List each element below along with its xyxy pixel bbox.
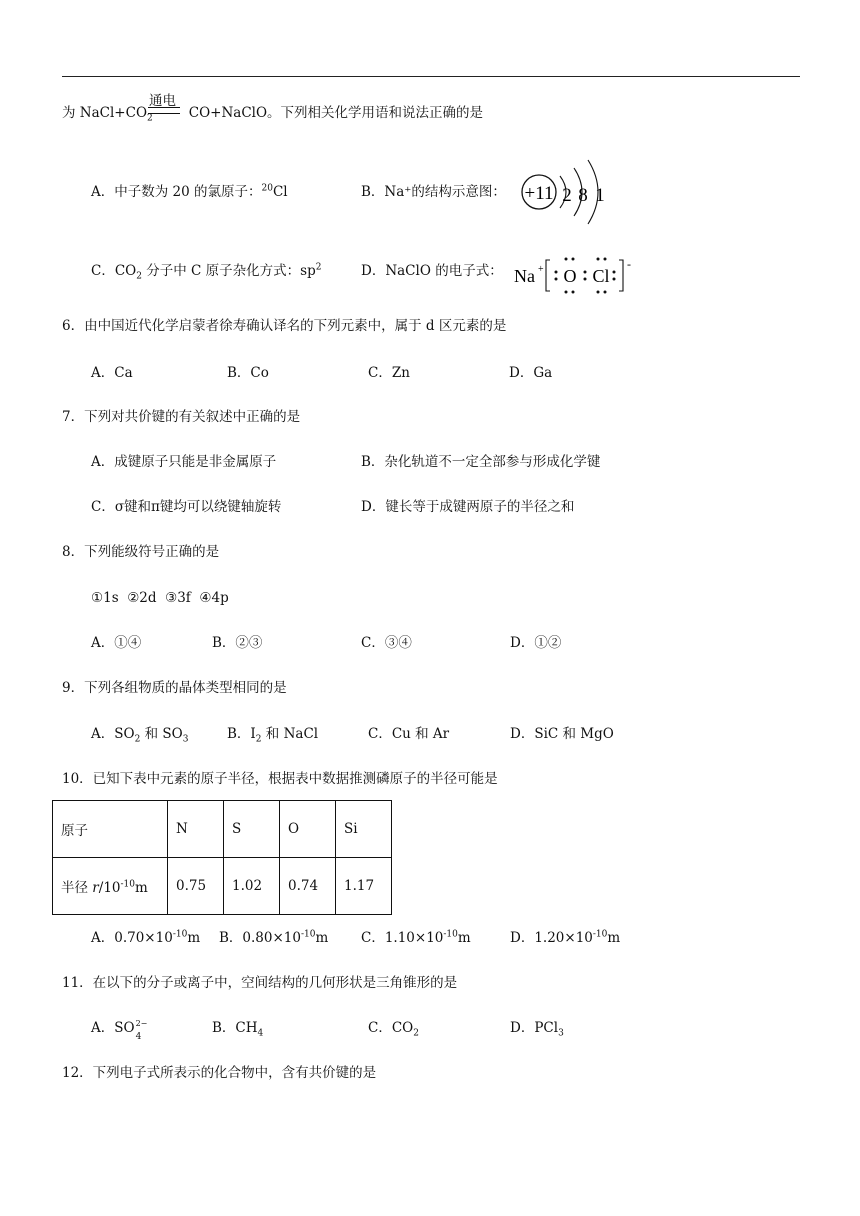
q10-c-exp: -10 [443, 929, 458, 940]
q8-option-c: C．③④ [361, 635, 412, 651]
q6-stem: 6．由中国近代化学启蒙者徐寿确认译名的下列元素中，属于 d 区元素的是 [62, 318, 507, 334]
q10-c-text: C．1.10×10 [361, 930, 444, 946]
q10-option-c [361, 929, 471, 947]
q8-option-d: D．①② [510, 635, 562, 651]
q11-d-text: D．PCl [510, 1020, 559, 1036]
q10-a-unit: m [187, 930, 201, 946]
q5-option-c-text: C．CO [91, 263, 137, 279]
q5-equals-sign [148, 107, 180, 114]
q5-option-c [91, 262, 321, 280]
table-element-n: N [168, 801, 224, 858]
q10-b-exp: -10 [300, 929, 316, 940]
q8-option-a: A．①④ [91, 635, 142, 651]
q11-a-charge: 2− [135, 1019, 148, 1028]
q9-a-sub2: 3 [182, 734, 189, 745]
q7-option-c: C．σ键和π键均可以绕键轴旋转 [91, 499, 282, 515]
q9-b-text: B．I [227, 726, 256, 742]
chlorine-atom: Cl [592, 266, 610, 286]
q11-option-a [91, 1019, 148, 1042]
table-row [53, 801, 392, 858]
q5-option-d-text: D．NaClO 的电子式： [361, 263, 503, 279]
q10-stem: 10．已知下表中元素的原子半径，根据表中数据推测磷原子的半径可能是 [62, 771, 498, 787]
q5-option-b [361, 183, 506, 201]
q8-stem: 8．下列能级符号正确的是 [62, 544, 220, 560]
q9-a-text: A．SO [91, 726, 135, 742]
q5-option-a [91, 183, 288, 201]
cation-charge: + [538, 264, 544, 275]
table-element-o: O [280, 801, 336, 858]
q11-a-sub: 4 [135, 1032, 142, 1042]
q10-d-text: D．1.20×10 [510, 930, 593, 946]
q5-option-a-text: A．中子数为 20 的氯原子： [91, 184, 262, 200]
q9-b-sub: 2 [255, 734, 262, 745]
q9-option-b [227, 725, 318, 743]
q11-b-sub: 4 [257, 1028, 264, 1039]
q10-a-text: A．0.70×10 [91, 930, 173, 946]
table-header-label: 原子 [53, 801, 168, 858]
table-row-label [53, 858, 168, 915]
table-radius-o: 0.74 [280, 858, 336, 915]
q10-option-b [219, 929, 328, 947]
q9-a-mid: 和 SO [140, 726, 183, 742]
q12-stem: 12．下列电子式所表示的化合物中，含有共价键的是 [62, 1065, 377, 1081]
q10-a-exp: -10 [172, 929, 188, 940]
q9-option-c: C．Cu 和 Ar [368, 726, 450, 742]
q10-d-unit: m [607, 930, 621, 946]
row-label-r: r [92, 880, 99, 896]
table-element-s: S [224, 801, 280, 858]
q5-co2-subscript: 2 [147, 113, 153, 124]
q9-b-post: 和 NaCl [261, 726, 319, 742]
q11-option-c [368, 1019, 419, 1037]
row-label-text: 半径 [61, 880, 93, 896]
table-radius-s: 1.02 [224, 858, 280, 915]
q10-c-unit: m [457, 930, 471, 946]
anion-charge: - [627, 257, 631, 271]
q5-option-d [361, 262, 503, 280]
q11-option-d [510, 1019, 564, 1037]
q6-option-a: A．Ca [91, 365, 133, 381]
q7-option-b: B．杂化轨道不一定全部参与形成化学键 [361, 454, 601, 470]
table-radius-si: 1.17 [336, 858, 392, 915]
oxygen-atom: O [563, 266, 577, 286]
q5-c-subscript: 2 [136, 271, 142, 282]
q11-a-stacked-scripts [135, 1019, 148, 1042]
nucleus-charge: +11 [524, 183, 554, 204]
q5-c-superscript: 2 [315, 262, 322, 273]
q9-option-a [91, 725, 188, 743]
q10-d-exp: -10 [592, 929, 608, 940]
left-bracket [546, 260, 550, 291]
q10-b-text: B．0.80×10 [219, 930, 301, 946]
table-row [53, 858, 392, 915]
row-label-unit: /10 [98, 880, 121, 896]
table-element-si: Si [336, 801, 392, 858]
header-rule [62, 76, 800, 77]
sodium-ion-structure-diagram [520, 156, 620, 226]
q9-option-d: D．SiC 和 MgO [510, 726, 614, 742]
q5-stem-suffix: 。下列相关化学用语和说法正确的是 [267, 105, 484, 121]
q9-stem: 9．下列各组物质的晶体类型相同的是 [62, 680, 287, 696]
q11-option-b [212, 1019, 263, 1037]
q7-stem: 7．下列对共价键的有关叙述中正确的是 [62, 409, 301, 425]
sodium-cation: Na [514, 266, 535, 286]
q9-a-sub1: 2 [134, 734, 141, 745]
q5-chlorine-symbol: Cl [272, 184, 288, 200]
q10-option-a [91, 929, 200, 947]
q6-option-c: C．Zn [368, 365, 410, 381]
q6-option-d: D．Ga [509, 365, 553, 381]
q11-d-sub: 3 [558, 1028, 564, 1039]
q8-items: ①1s ②2d ③3f ④4p [91, 590, 229, 606]
q11-c-sub: 2 [413, 1028, 419, 1039]
q7-option-a: A．成键原子只能是非金属原子 [91, 454, 277, 470]
q11-b-text: B．CH [212, 1020, 258, 1036]
shell-count-3: 1 [595, 185, 605, 206]
q5-option-c-mid: 分子中 C 原子杂化方式：sp [141, 263, 316, 279]
q10-b-unit: m [315, 930, 329, 946]
naclo-electron-formula [512, 255, 642, 297]
q8-option-b: B．②③ [212, 635, 263, 651]
q5-stem [62, 104, 483, 122]
shell-count-2: 8 [578, 185, 588, 206]
q6-option-b: B．Co [227, 365, 269, 381]
q11-stem: 11．在以下的分子或离子中，空间结构的几何形状是三角锥形的是 [62, 975, 458, 991]
row-label-m: m [135, 880, 148, 896]
q5-reactants: 为 NaCl+CO [62, 105, 148, 121]
shell-count-1: 2 [562, 185, 572, 206]
q5-condition: 通电 [149, 93, 176, 109]
table-radius-n: 0.75 [168, 858, 224, 915]
row-label-exponent: -10 [120, 879, 135, 890]
q5-products: CO+NaClO [188, 105, 268, 121]
right-bracket [619, 260, 623, 291]
q10-option-d [510, 929, 620, 947]
atomic-radius-table [52, 800, 392, 915]
q5-mass-number: 20 [261, 183, 273, 194]
q5-option-b-text: B．Na⁺的结构示意图： [361, 184, 506, 200]
q11-a-text: A．SO [91, 1020, 135, 1036]
q7-option-d: D．键长等于成键两原子的半径之和 [361, 499, 575, 515]
q11-c-text: C．CO [368, 1020, 414, 1036]
